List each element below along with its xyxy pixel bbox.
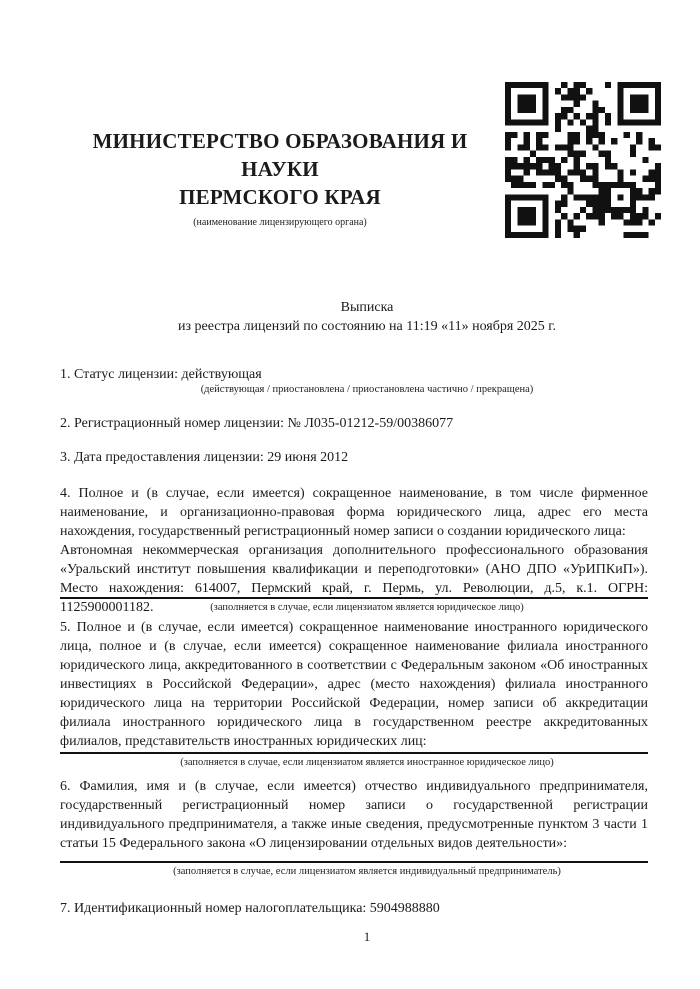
field-registration-number: 2. Регистрационный номер лицензии: № Л035-01212-59/00386077 xyxy=(60,416,454,431)
field-legal-entity-value: Автономная некоммерческая организация дополнительного профессионального образования «Уральский институт повышения квалификации и переподготовки» (АНО ДПО «УрИПКиП»). Место нахождения: 614007, Пермский край, г. Пермь, ул. Революции, д.5, к.1. ОГРН: 1125900001182. xyxy=(60,543,648,615)
page-number: 1 xyxy=(363,929,371,944)
field-legal-entity-caption: (заполняется в случае, если лицензиатом является юридическое лицо) xyxy=(210,602,524,613)
field-license-date: 3. Дата предоставления лицензии: 29 июня 2012 xyxy=(60,450,349,465)
field-license-status-caption: (действующая / приостановлена / приостановлена частично / прекращена) xyxy=(200,384,534,395)
qr-code-icon xyxy=(505,82,661,238)
qr-code-pattern xyxy=(505,82,661,238)
field-legal-entity-label: 4. Полное и (в случае, если имеется) сокращенное наименование, в том числе фирменное наименование, и организационно-правовая форма юридического лица, адрес его места нахождения, государственный регистрационный номер записи о создании юридического лица: xyxy=(60,486,648,539)
field-entrepreneur-label: 6. Фамилия, имя и (в случае, если имеется) отчество индивидуального предпринимателя, государственный регистрационный номер записи о государственной регистрации индивидуального предпринимателя, а также иные сведения, предусмотренные пунктом 3 части 1 статьи 15 Федерального закона «О лицензировании отдельных видов деятельности»: xyxy=(60,779,648,851)
document-title-line1: Выписка xyxy=(340,300,394,315)
field-foreign-entity-label: 5. Полное и (в случае, если имеется) сокращенное наименование иностранного юридического лица, полное и (в случае, если имеется) сокращенное наименование филиала иностранного юридического лица, аккредитованного в соответствии с Федеральным законом «Об иностранных инвестициях в Российской Федерации», адрес (место нахождения) филиала иностранного юридического лица на территории Российской Федерации, номер записи об аккредитации филиала иностранного юридического лица в государственном реестре аккредитованных филиалов, представительств иностранных юридических лиц: xyxy=(60,620,648,749)
field-taxpayer-id: 7. Идентификационный номер налогоплательщика: 5904988880 xyxy=(60,901,440,916)
ministry-name-line2: ПЕРМСКОГО КРАЯ xyxy=(179,185,381,209)
ministry-name-line1: МИНИСТЕРСТВО ОБРАЗОВАНИЯ И НАУКИ xyxy=(92,129,468,181)
fill-in-rule-foreign-entity xyxy=(60,752,648,754)
ministry-name xyxy=(60,127,500,211)
field-entrepreneur-caption: (заполняется в случае, если лицензиатом является индивидуальный предприниматель) xyxy=(173,866,561,877)
ministry-caption: (наименование лицензирующего органа) xyxy=(193,217,367,228)
fill-in-rule-legal-entity xyxy=(60,597,648,599)
document-title-line2: из реестра лицензий по состоянию на 11:19 «11» ноября 2025 г. xyxy=(178,319,556,334)
licensing-authority-header xyxy=(60,127,500,228)
document-title xyxy=(86,298,648,336)
fill-in-rule-entrepreneur xyxy=(60,861,648,863)
field-license-status: 1. Статус лицензии: действующая xyxy=(60,367,262,382)
field-foreign-entity-caption: (заполняется в случае, если лицензиатом является иностранное юридическое лицо) xyxy=(180,757,554,768)
